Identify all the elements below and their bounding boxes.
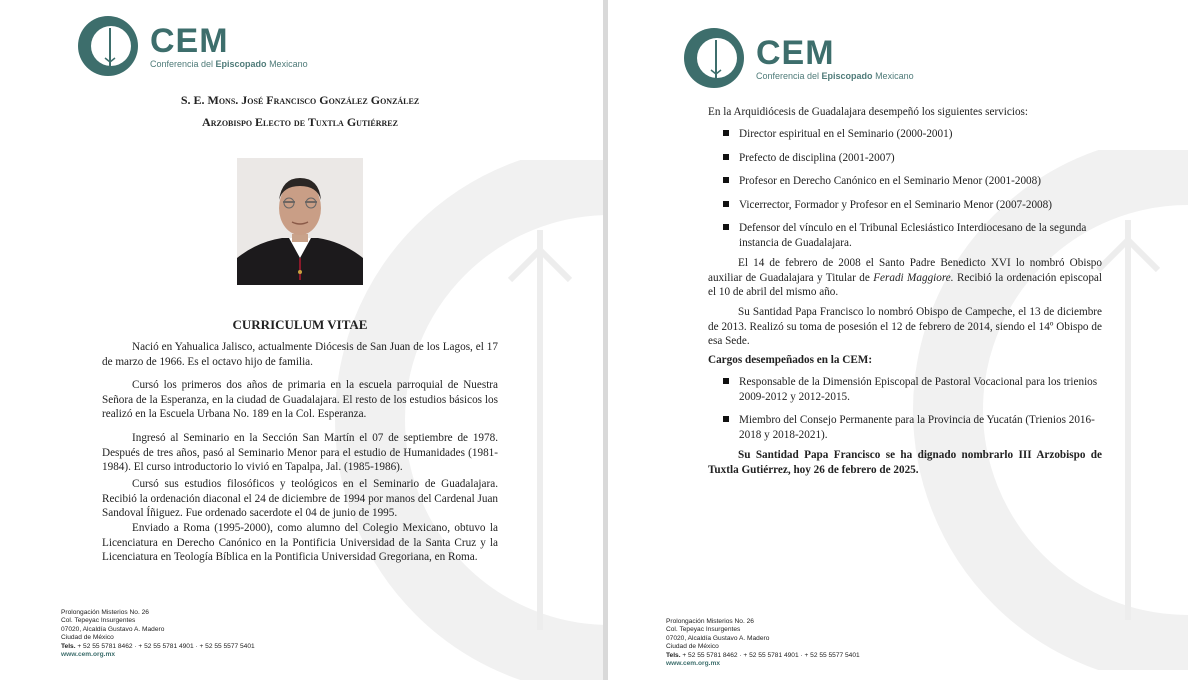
services-list — [739, 127, 1103, 251]
list-item: Responsable de la Dimensión Episcopal de Pastoral Vocacional para los trienios 2009-2012 y 2012-2015. — [739, 375, 1103, 404]
cv-paragraph: Enviado a Roma (1995-2000), como alumno del Colegio Mexicano, obtuvo la Licenciatura en Derecho Canónico en la Pontificia Universidad de la Santa Cruz y la Licenciatura en Teología Bíblica en la Pontificia Universidad Gregoriana, en Roma. — [102, 522, 498, 564]
footer-website: www.cem.org.mx — [666, 660, 720, 668]
logo-subtitle: Conferencia del Episcopado Mexicano — [150, 58, 308, 69]
list-item: Vicerrector, Formador y Profesor en el Seminario Menor (2007-2008) — [739, 198, 1103, 213]
list-item: Miembro del Consejo Permanente para la Provincia de Yucatán (Trienios 2016-2018 y 2018-2021). — [739, 413, 1103, 442]
cv-paragraph: Cursó sus estudios filosóficos y teológicos en el Seminario de Guadalajara. Recibió la ordenación diaconal el 24 de diciembre de 1994 por manos del Cardenal Juan Sandoval Íñiguez. Fue ordenado sacerdote el 04 de junio de 1995. — [102, 478, 498, 520]
cv-paragraph: Cursó los primeros dos años de primaria en la escuela parroquial de Nuestra Señora de la Esperanza, en la ciudad de Guadalajara. El resto de los estudios básicos los realizó en la Escuela Urbana No. 189 en la Col. Esperanza. — [102, 379, 498, 421]
list-item: Director espiritual en el Seminario (2000-2001) — [739, 127, 1103, 142]
footer-website: www.cem.org.mx — [61, 651, 115, 659]
cem-logo — [682, 26, 914, 90]
list-item: Profesor en Derecho Canónico en el Seminario Menor (2001-2008) — [739, 174, 1103, 189]
cem-emblem-icon — [682, 26, 746, 90]
logo-name: CEM — [756, 33, 835, 72]
list-item: Defensor del vínculo en el Tribunal Eclesiástico Interdiocesano de la segunda instancia de Guadalajara. — [739, 221, 1103, 250]
cv-paragraph: Nació en Yahualica Jalisco, actualmente Diócesis de San Juan de los Lagos, el 17 de marzo de 1966. Es el octavo hijo de familia. — [102, 341, 498, 368]
cem-emblem-icon — [76, 14, 140, 78]
closing-statement: Su Santidad Papa Francisco se ha dignado nombrarlo III Arzobispo de Tuxtla Gutiérrez, hoy 26 de febrero de 2025. — [708, 449, 1102, 476]
cem-roles-list — [739, 375, 1103, 442]
campeche-paragraph: Su Santidad Papa Francisco lo nombró Obispo de Campeche, el 13 de diciembre de 2013. Realizó su toma de posesión el 12 de febrero de 2014, siendo el 14º Obispo de esa Sede. — [708, 306, 1102, 348]
doc-title-line2: Arzobispo Electo de Tuxtla Gutiérrez — [202, 115, 398, 129]
list-item: Prefecto de disciplina (2001-2007) — [739, 151, 1103, 166]
cv-heading: CURRICULUM VITAE — [232, 317, 368, 332]
portrait-photo — [237, 158, 363, 285]
cem-logo — [76, 14, 308, 78]
footer-address: Prolongación Misterios No. 26 Col. Tepeyac Insurgentes 07020, Alcaldía Gustavo A. Madero Ciudad de México Tels. + 52 55 5781 8462 · + 52 55 5781 4901 · + 52 55 5577 5401 www.cem.org.mx — [61, 609, 255, 659]
logo-subtitle: Conferencia del Episcopado Mexicano — [756, 70, 914, 81]
services-intro: En la Arquidiócesis de Guadalajara desempeñó los siguientes servicios: — [708, 106, 1029, 118]
cem-roles-heading: Cargos desempeñados en la CEM: — [708, 354, 873, 366]
logo-name: CEM — [150, 21, 229, 60]
doc-title-line1: S. E. Mons. José Francisco González González — [180, 93, 420, 107]
footer-address: Prolongación Misterios No. 26 Col. Tepeyac Insurgentes 07020, Alcaldía Gustavo A. Madero Ciudad de México Tels. + 52 55 5781 8462 · + 52 55 5781 4901 · + 52 55 5577 5401 www.cem.org.mx — [666, 618, 860, 668]
cv-paragraph: Ingresó al Seminario en la Sección San Martín el 07 de septiembre de 1978. Después de tres años, pasó al Seminario Menor para el estudio de Humanidades (1981-1984). El curso introductorio lo vivió en Tapalpa, Jal. (1985-1986). — [102, 432, 498, 474]
episcopal-paragraph: El 14 de febrero de 2008 el Santo Padre Benedicto XVI lo nombró Obispo auxiliar de Guadalajara y Titular de Feradi Maggiore. Recibió la ordenación episcopal el 10 de abril del mismo año. — [708, 257, 1103, 299]
